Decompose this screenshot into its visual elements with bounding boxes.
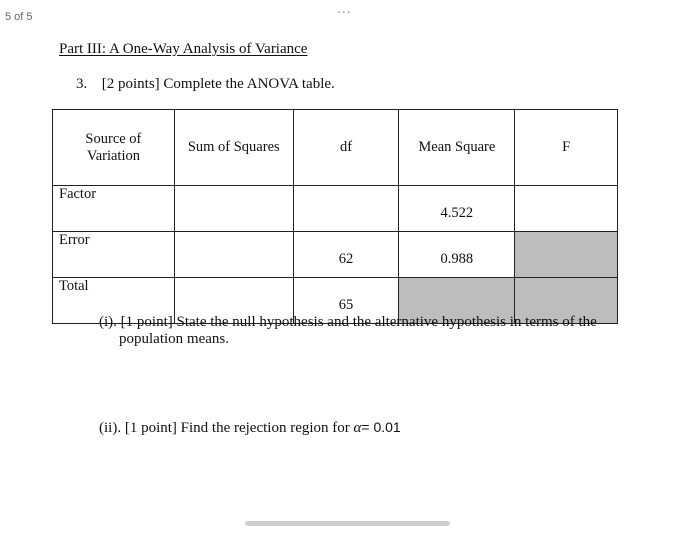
scroll-indicator[interactable] [245,521,450,526]
alpha-symbol: α [353,420,362,436]
part-i-line1: (i). [1 point] State the null hypothesis and the alternative hypothesis in terms of the [99,314,597,330]
table-row-factor [53,186,618,232]
header-source-line2: Variation [86,147,140,164]
table-header-row [53,110,618,186]
row-label-error [53,232,175,278]
anova-table [52,109,618,324]
cell-factor-df [293,186,399,232]
header-f: F [515,110,618,186]
cell-error-df: 62 [293,232,399,278]
alpha-value: = 0.01 [361,419,401,435]
section-title: Part III: A One-Way Analysis of Variance [59,41,308,57]
header-sum-of-squares: Sum of Squares [174,110,293,186]
cell-error-ms: 0.988 [399,232,515,278]
row-label-total-text: Total [59,278,89,294]
more-options-icon[interactable]: ... [337,0,352,16]
cell-factor-ms: 4.522 [399,186,515,232]
page-indicator: 5 of 5 [5,11,33,23]
header-df: df [293,110,399,186]
header-source-line1: Source of [85,130,142,147]
cell-error-f-shaded [515,232,618,278]
cell-total-df: 65 [293,278,399,324]
question-text: [2 points] Complete the ANOVA table. [101,76,335,92]
row-label-factor [53,186,175,232]
row-label-error-text: Error [59,232,90,248]
cell-factor-ss [174,186,293,232]
cell-error-ss [174,232,293,278]
cell-factor-f [515,186,618,232]
question-3 [76,76,335,93]
row-label-factor-text: Factor [59,186,97,202]
header-mean-square: Mean Square [399,110,515,186]
part-i-line2: population means. [119,331,229,347]
question-number: 3. [76,76,88,92]
part-ii-text: (ii). [1 point] Find the rejection region for [99,420,354,436]
table-row-error [53,232,618,278]
header-source-of-variation [53,110,175,186]
part-ii [99,419,401,437]
part-i [99,314,619,348]
